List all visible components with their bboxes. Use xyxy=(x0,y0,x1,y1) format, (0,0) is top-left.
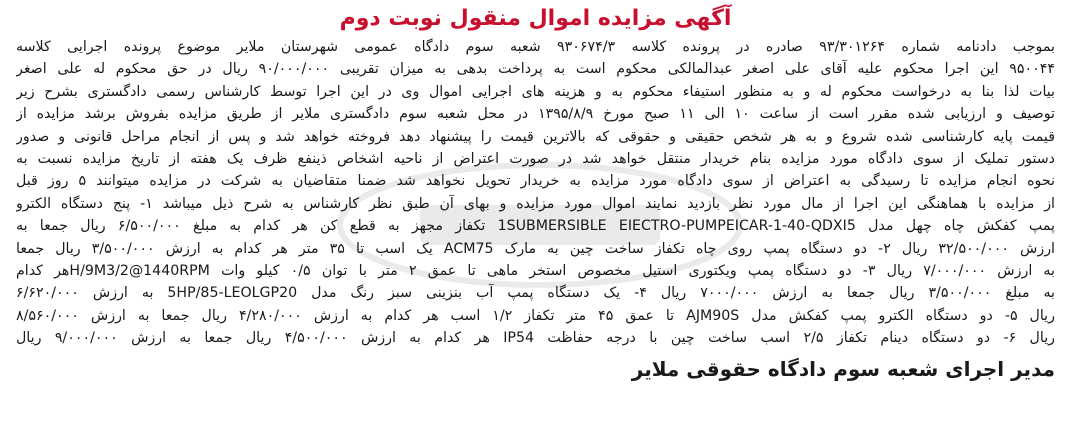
notice-line: از مزایده با هماهنگی این اجرا از مال مورد نظر بازدید نمایند اموال مورد مزایده و بهای آن طبق نظر کارشناس به شرح ذیل میباشد ۱- پنج دستگاه الکترو xyxy=(16,195,1055,212)
notice-line: به مبلغ ۳/۵۰۰/۰۰۰ ریال جمعا به ارزش ۷۰۰۰/۰۰۰ ریال ۴- یک دستگاه پمپ آب بنزینی سبز رنگ مدل 5HP/85-LEOLGP20 به ارزش ۶/۶۲۰/۰۰۰ xyxy=(16,285,1055,302)
notice-body xyxy=(16,36,1055,350)
notice-line: ارزش ۳۲/۵۰۰/۰۰۰ ریال ۲- دو دستگاه پمپ روی چاه تکفاز ساخت چین به مارک ACM75 یک اسب تا ۳۵ متر هر کدام به ارزش ۳/۵۰۰/۰۰۰ ریال جمعا xyxy=(16,240,1055,257)
notice-line: دستور تملیک از سوی دادگاه مورد مزایده بنام خریدار منتقل خواهد شد در صورت اعتراض از ناحیه اشخاص ذینفع ظرف یک هفته از تاریخ مزایده نسبت به xyxy=(16,151,1055,168)
notice-line: توصیف و ارزیابی شده مقرر است از ساعت ۱۰ الی ۱۱ صبح مورخ ۱۳۹۵/۸/۹ در محل شعبه سوم دادگستری ملایر از طریق مزایده بفروش برشد مزایده از xyxy=(16,106,1055,123)
notice-line: بیات لذا بنا به درخواست محکوم له و به منظور استیفاء محکوم به و هزینه های اجرایی اموال وی در این اجرا توسط کارشناس رسمی دادگستری بشرح زیر xyxy=(16,83,1055,100)
notice-line: ریال ۶- دو دستگاه دینام تکفاز ۲/۵ اسب ساخت چین با درجه حفاظت IP54 هر کدام به ارزش ۴/۵۰۰/۰۰۰ ریال جمعا به ارزش ۹/۰۰۰/۰۰۰ ریال xyxy=(16,330,1055,347)
notice-signature: مدیر اجرای شعبه سوم دادگاه حقوقی ملایر xyxy=(631,356,1055,381)
notice-line: ریال ۵- دو دستگاه الکترو پمپ کفکش مدل AJM90S تا عمق ۴۵ متر تکفاز ۱/۲ اسب هر کدام به ارزش ۴/۲۸۰/۰۰۰ ریال جمعا به ارزش ۸/۵۶۰/۰۰۰ xyxy=(16,307,1055,324)
notice-line: به ارزش ۷/۰۰۰/۰۰۰ ریال ۳- دو دستگاه پمپ ویکتوری استیل مخصوص استخر ماهی تا عمق ۲ متر با توان ۰/۵ کیلو وات H/9M3/2@1440RPMهر کدام xyxy=(16,263,1055,280)
notice-line: ۹۵۰۰۴۴ این اجرا محکوم علیه آقای علی اصغر عبدالمالکی محکوم است به پرداخت بدهی به میزان تقریبی ۹۰/۰۰۰/۰۰۰ ریال در حق محکوم له علی اصغر xyxy=(16,61,1055,78)
notice-line: قیمت پایه کارشناسی شده شروع و به هر شخص حقیقی و حقوقی که بالاترین قیمت را پیشنهاد دهد فروخته خواهد شد و پس از انجام مراحل قانونی و صدور xyxy=(16,128,1055,145)
notice-line: بموجب دادنامه شماره ۹۳/۳۰۱۲۶۴ صادره در پرونده کلاسه ۹۳۰۶۷۴/۳ شعبه سوم دادگاه عمومی شهرستان ملایر موضوع پرونده اجرایی کلاسه xyxy=(16,39,1055,55)
notice-line: نحوه انجام مزایده تا رسیدگی به اعتراض از سوی دادگاه مورد مزایده به خریدار تحویل نخواهد شد ضمنا متقاضیان به شرکت در مزایده میتوانند ۵ روز قبل xyxy=(16,173,1055,190)
notice-title: آگهی مزایده اموال منقول نوبت دوم xyxy=(339,6,732,31)
notice-line: پمپ کفکش چاه چهل مدل 1SUBMERSIBLE EIECTRO-PUMPEICAR-1-40-QDXI5 تکفاز مجهز به قطع کن هر کدام به مبلغ ۶/۵۰۰/۰۰۰ ریال جمعا به xyxy=(16,218,1055,235)
